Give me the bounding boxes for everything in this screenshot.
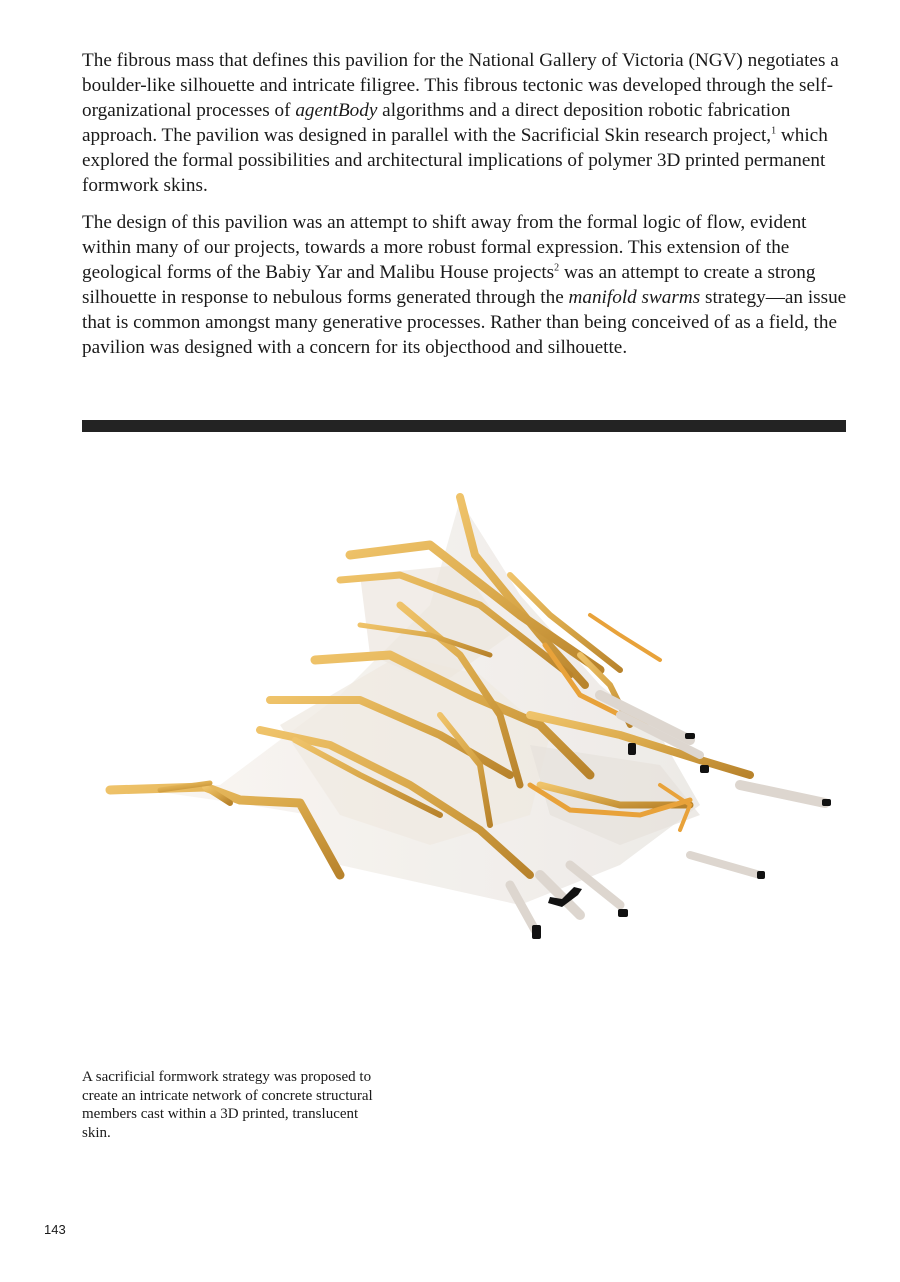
paragraph-1 — [82, 48, 848, 198]
paragraph-1-text-b: algorithms and a direct deposition robotic fabrication approach. The pavilion was designed in parallel with the Sacrificial Skin research project, — [82, 100, 791, 146]
section-divider — [82, 420, 846, 432]
paragraph-2-text-a: The design of this pavilion was an attempt to shift away from the formal logic of flow, evident within many of our projects, towards a more robust formal expression. This extension of the geological forms of the Babiy Yar and Malibu House projects — [82, 212, 807, 283]
paragraph-1-text-c: which explored the formal possibilities and architectural implications of polymer 3D printed permanent formwork skins. — [82, 125, 828, 196]
footnote-ref-1[interactable]: 1 — [771, 125, 777, 137]
emphasis-manifold-swarms: manifold swarms — [568, 287, 701, 308]
paragraph-2-text-c: strategy—an issue that is common amongst many generative processes. Rather than being conceived of as a field, the pavilion was designed with a concern for its objecthood and silhouette. — [82, 287, 847, 358]
footnote-ref-2[interactable]: 2 — [554, 262, 560, 274]
paragraph-2 — [82, 210, 848, 360]
figure-caption: A sacrificial formwork strategy was proposed to create an intricate network of concrete structural members cast within a 3D printed, translucent skin. — [82, 1069, 373, 1141]
paragraph-2-text-b: was an attempt to create a strong silhouette in response to nebulous forms generated through the — [82, 262, 816, 308]
emphasis-agentbody: agentBody — [295, 100, 378, 121]
page-number: 143 — [44, 1222, 66, 1237]
body-text — [82, 48, 848, 372]
paragraph-1-text-a: The fibrous mass that defines this pavilion for the National Gallery of Victoria (NGV) negotiates a boulder-like silhouette and intricate filigree. This fibrous tectonic was developed through the self-organizational processes of — [82, 50, 839, 121]
pavilion-figure — [100, 485, 840, 955]
pavilion-illustration — [100, 485, 840, 955]
